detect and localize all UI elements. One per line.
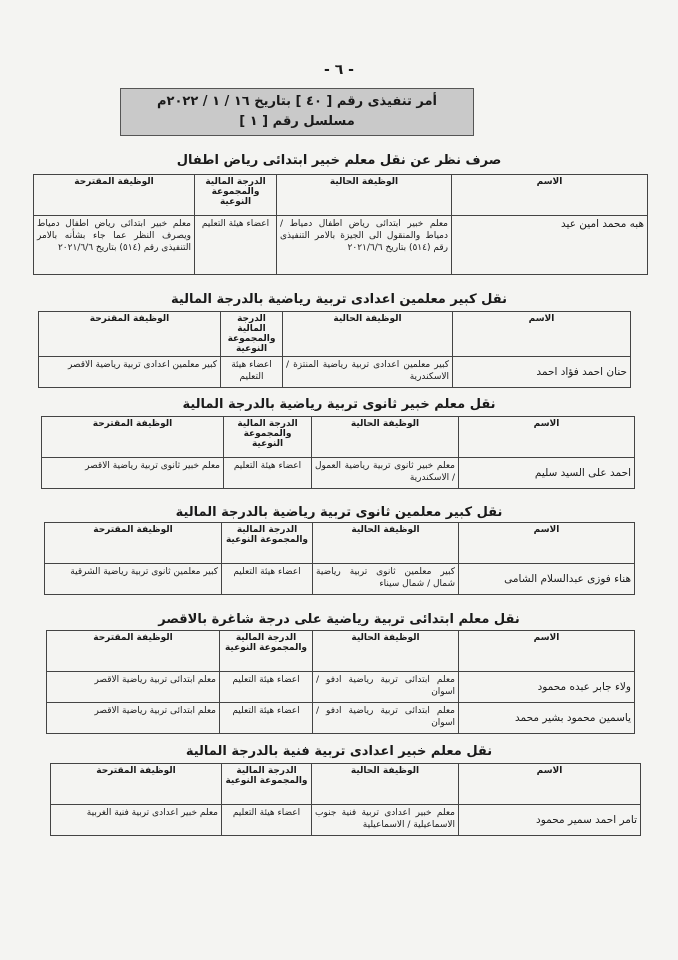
- cell-name: حنان احمد فؤاد احمد: [453, 357, 631, 388]
- cell-proposed-job: معلم ابتدائى تربية رياضية الاقصر: [47, 672, 220, 703]
- table-header-row: [39, 312, 631, 357]
- table-header-row: [47, 631, 635, 672]
- cell-name: ولاء جابر عبده محمود: [459, 672, 635, 703]
- table-header-row: [34, 175, 648, 216]
- cell-name: هبه محمد امين عيد: [452, 216, 648, 275]
- column-header-name: الاسم: [459, 417, 635, 458]
- cell-grade: اعضاء هيئة التعليم: [221, 357, 283, 388]
- table-row: [39, 357, 631, 388]
- column-header-current-job: الوظيفة الحالية: [277, 175, 452, 216]
- column-header-current-job: الوظيفة الحالية: [312, 764, 459, 805]
- cell-current-job: معلم خبير اعدادى تربية فنية جنوب الاسماعيلية / الاسماعيلية: [312, 805, 459, 836]
- cell-proposed-job: معلم خبير اعدادى تربية فنية الغربية: [51, 805, 222, 836]
- cell-proposed-job: معلم خبير ثانوى تربية رياضية الاقصر: [42, 458, 224, 489]
- cell-current-job: كبير معلمين اعدادى تربية رياضية المنتزة / الاسكندرية: [283, 357, 453, 388]
- cell-current-job: معلم خبير ابتدائى رياض اطفال دمياط / دمياط والمنقول الى الجيزة بالامر التنفيذى رقم (٥١٤) بتاريخ ٢٠٢١/٦/٦: [277, 216, 452, 275]
- column-header-current-job: الوظيفة الحالية: [313, 523, 459, 564]
- column-header-grade: الدرجة المالية والمجموعة النوعية: [195, 175, 277, 216]
- cell-grade: اعضاء هيئة التعليم: [220, 703, 313, 734]
- section-table: [46, 630, 635, 734]
- column-header-name: الاسم: [459, 631, 635, 672]
- cell-name: احمد على السيد سليم: [459, 458, 635, 489]
- table-row: [47, 703, 635, 734]
- section-title: نقل كبير معلمين ثانوى تربية رياضية بالدرجة المالية: [175, 505, 503, 520]
- column-header-proposed-job: الوظيفة المقترحة: [51, 764, 222, 805]
- table-header-row: [51, 764, 641, 805]
- page-number: - ٦ -: [324, 62, 354, 78]
- cell-proposed-job: معلم خبير ابتدائى رياض اطفال دمياط ويصرف النظر عما جاء بشأنه بالامر التنفيذى رقم (٥١٤) بتاريخ ٢٠٢١/٦/٦: [34, 216, 195, 275]
- column-header-name: الاسم: [453, 312, 631, 357]
- cell-name: ياسمين محمود بشير محمد: [459, 703, 635, 734]
- column-header-proposed-job: الوظيفة المقترحة: [39, 312, 221, 357]
- order-header-box: [120, 88, 474, 136]
- column-header-grade: الدرجة المالية والمجموعة النوعية: [224, 417, 312, 458]
- column-header-proposed-job: الوظيفة المقترحة: [47, 631, 220, 672]
- table-row: [34, 216, 648, 275]
- table-row: [47, 672, 635, 703]
- cell-proposed-job: معلم ابتدائى تربية رياضية الاقصر: [47, 703, 220, 734]
- section-title: نقل كبير معلمين اعدادى تربية رياضية بالدرجة المالية: [170, 292, 508, 307]
- table-row: [45, 564, 635, 595]
- section-table: [44, 522, 635, 595]
- cell-grade: اعضاء هيئة التعليم: [220, 672, 313, 703]
- cell-current-job: كبير معلمين ثانوى تربية رياضية شمال / شمال سيناء: [313, 564, 459, 595]
- column-header-current-job: الوظيفة الحالية: [312, 417, 459, 458]
- column-header-grade: الدرجة المالية والمجموعة النوعية: [222, 523, 313, 564]
- section-title: نقل معلم خبير ثانوى تربية رياضية بالدرجة المالية: [182, 397, 496, 412]
- column-header-name: الاسم: [459, 523, 635, 564]
- cell-proposed-job: كبير معلمين اعدادى تربية رياضية الاقصر: [39, 357, 221, 388]
- section-title: نقل معلم خبير اعدادى تربية فنية بالدرجة المالية: [185, 744, 493, 759]
- order-number-line: أمر تنفيذى رقم [ ٤٠ ] بتاريخ ١٦ / ١ / ٢٠٢٢م: [156, 94, 438, 109]
- column-header-current-job: الوظيفة الحالية: [313, 631, 459, 672]
- section-table: [38, 311, 631, 388]
- section-title: نقل معلم ابتدائى تربية رياضية على درجة شاغرة بالاقصر: [158, 612, 520, 627]
- column-header-proposed-job: الوظيفة المقترحة: [34, 175, 195, 216]
- section-table: [33, 174, 648, 275]
- cell-grade: اعضاء هيئة التعليم: [195, 216, 277, 275]
- column-header-name: الاسم: [459, 764, 641, 805]
- cell-grade: اعضاء هيئة التعليم: [222, 805, 312, 836]
- column-header-proposed-job: الوظيفة المقترحة: [42, 417, 224, 458]
- cell-current-job: معلم ابتدائى تربية رياضية ادفو / اسوان: [313, 672, 459, 703]
- column-header-grade: الدرجة المالية والمجموعة النوعية: [222, 764, 312, 805]
- table-row: [51, 805, 641, 836]
- cell-grade: اعضاء هيئة التعليم: [222, 564, 313, 595]
- cell-current-job: معلم ابتدائى تربية رياضية ادفو / اسوان: [313, 703, 459, 734]
- table-header-row: [42, 417, 635, 458]
- serial-number-line: مسلسل رقم [ ١ ]: [239, 114, 355, 129]
- section-table: [50, 763, 641, 836]
- section-table: [41, 416, 635, 489]
- cell-current-job: معلم خبير ثانوى تربية رياضية العمول / الاسكندرية: [312, 458, 459, 489]
- column-header-grade: الدرجة المالية والمجموعة النوعية: [220, 631, 313, 672]
- table-row: [42, 458, 635, 489]
- cell-proposed-job: كبير معلمين ثانوى تربية رياضية الشرقية: [45, 564, 222, 595]
- column-header-grade: الدرجة المالية والمجموعة النوعية: [221, 312, 283, 357]
- section-title: صرف نظر عن نقل معلم خبير ابتدائى رياض اطفال: [176, 153, 502, 168]
- cell-name: هناء فوزى عبدالسلام الشامى: [459, 564, 635, 595]
- table-header-row: [45, 523, 635, 564]
- cell-name: تامر احمد سمير محمود: [459, 805, 641, 836]
- column-header-name: الاسم: [452, 175, 648, 216]
- cell-grade: اعضاء هيئة التعليم: [224, 458, 312, 489]
- column-header-current-job: الوظيفة الحالية: [283, 312, 453, 357]
- column-header-proposed-job: الوظيفة المقترحة: [45, 523, 222, 564]
